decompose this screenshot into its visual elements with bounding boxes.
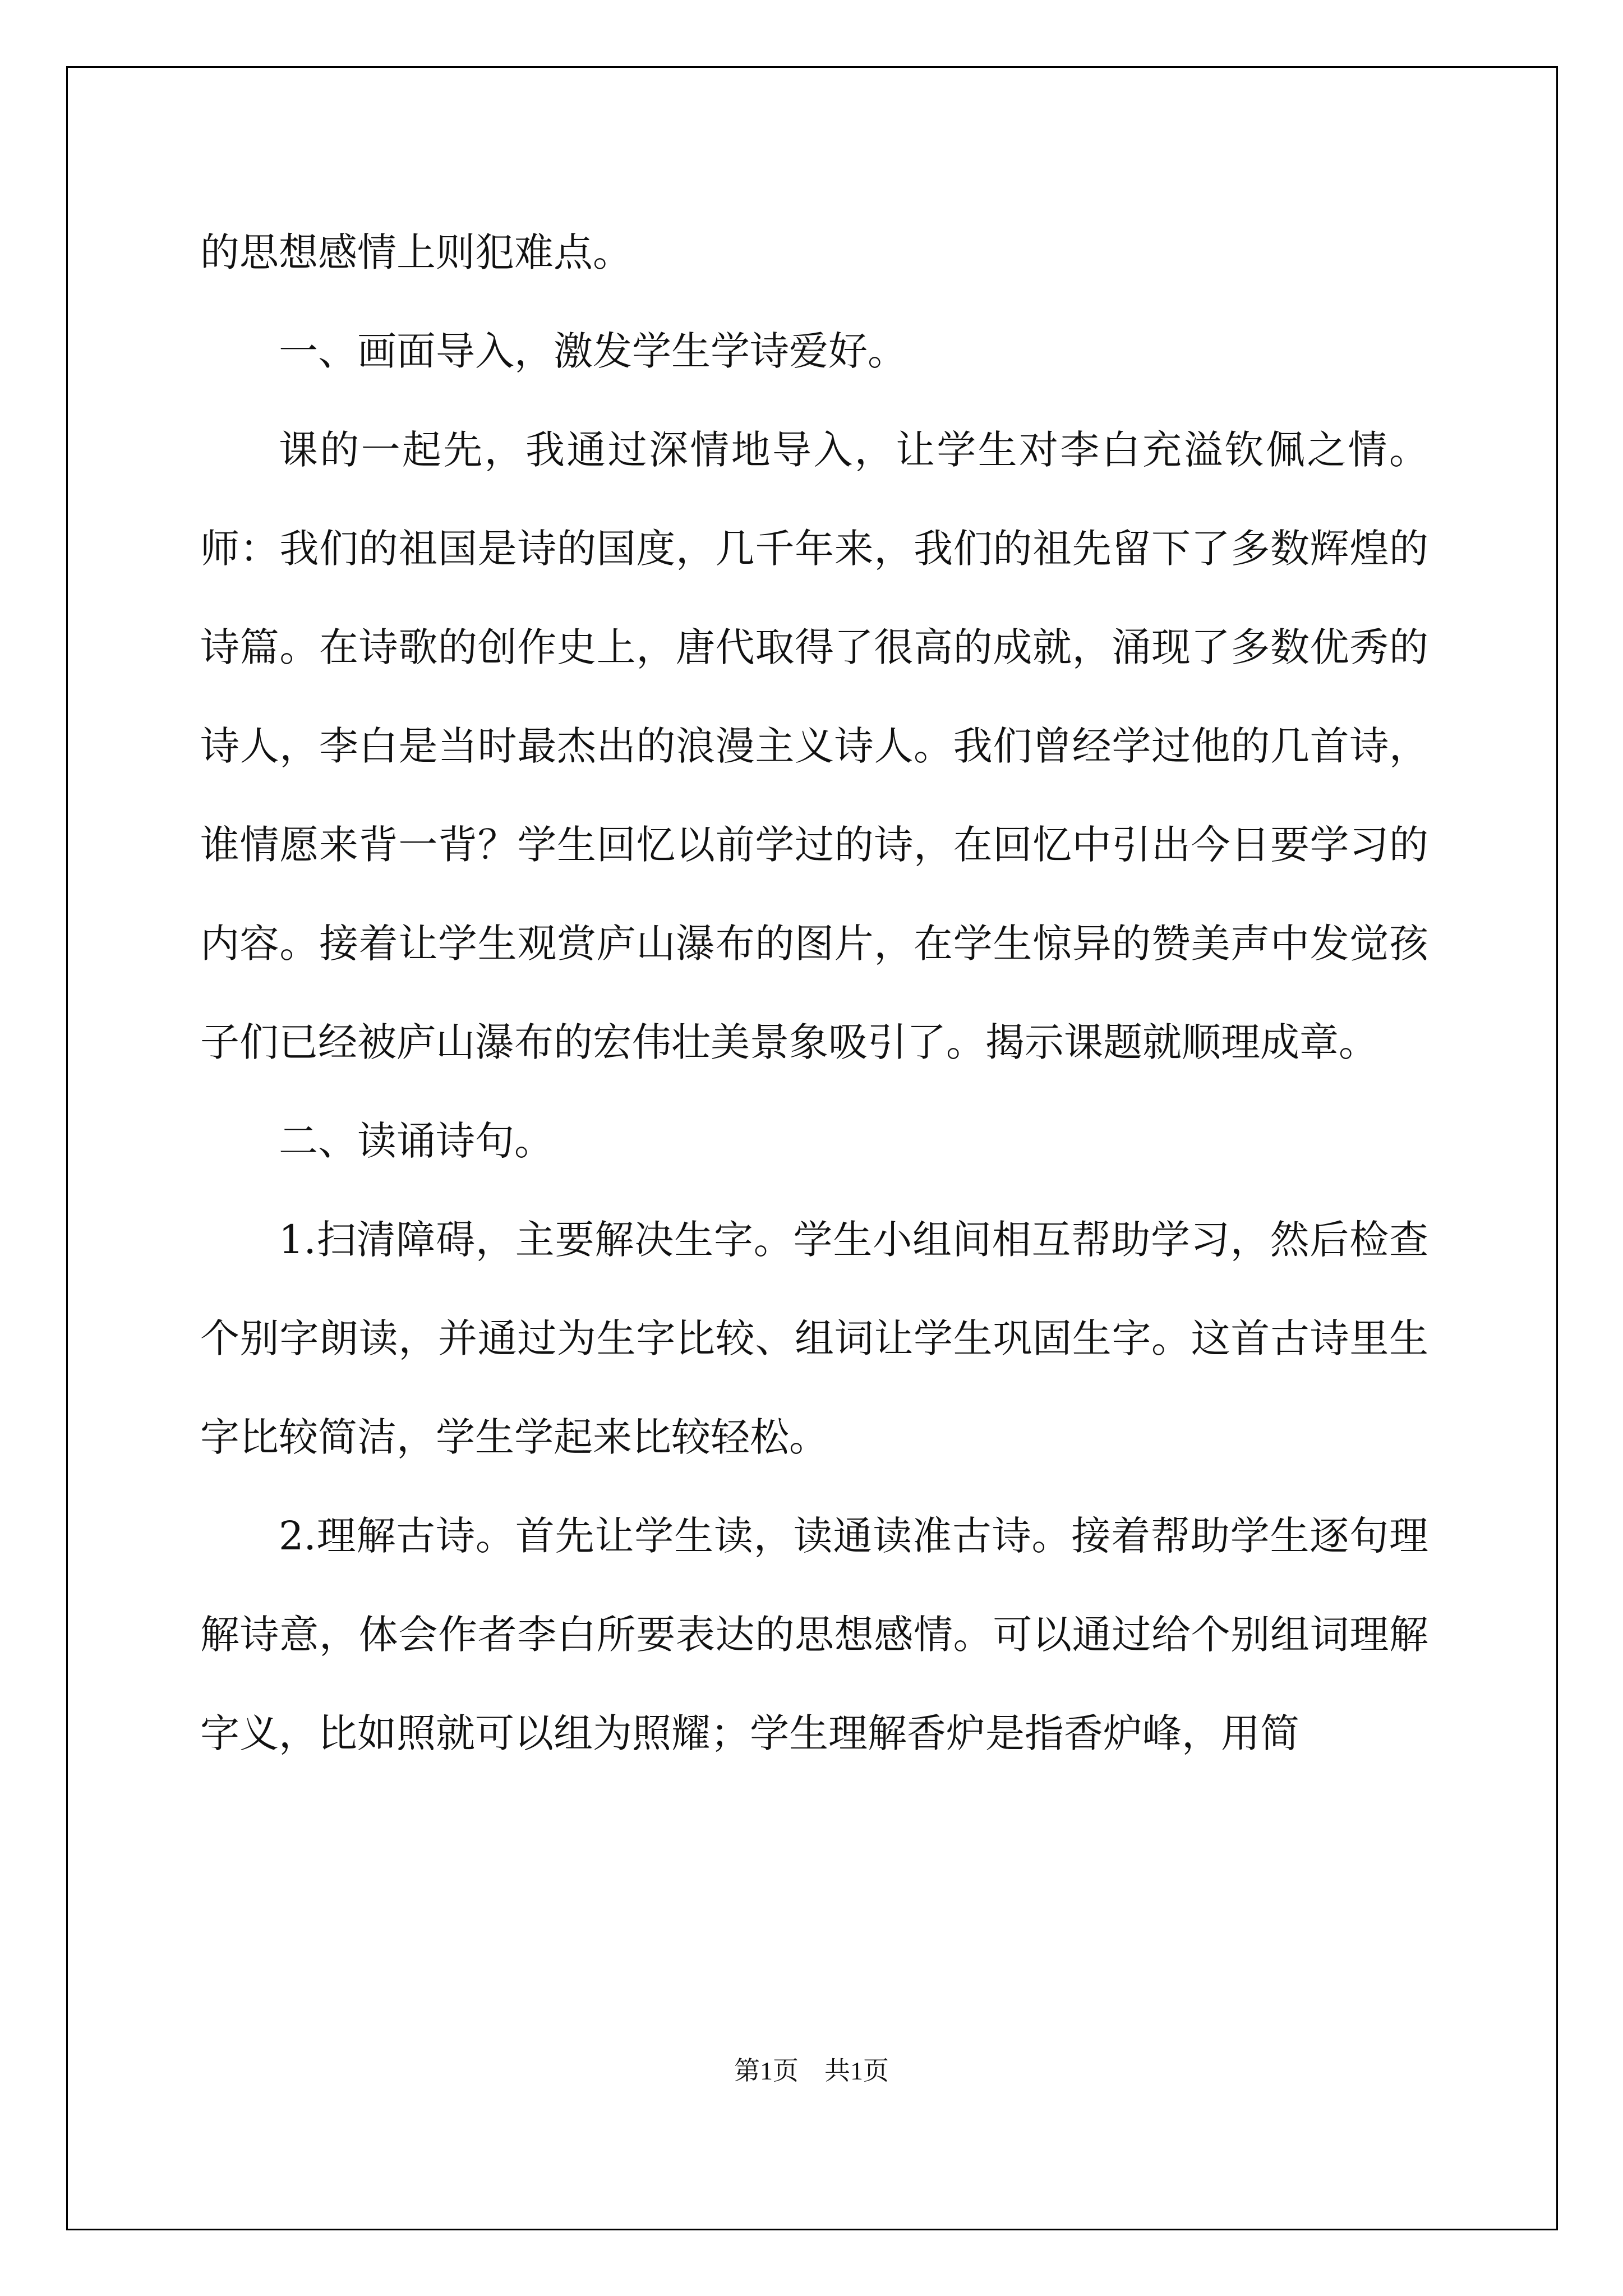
paragraph-intro: 课的一起先，我通过深情地导入，让学生对李白充溢钦佩之情。师：我们的祖国是诗的国度，几千年来，我们的祖先留下了多数辉煌的诗篇。在诗歌的创作史上，唐代取得了很高的成就，涌现了多数优秀的诗人，李白是当时最杰出的浪漫主义诗人。我们曾经学过他的几首诗，谁情愿来背一背？学生回忆以前学过的诗，在回忆中引出今日要学习的内容。接着让学生观赏庐山瀑布的图片，在学生惊异的赞美声中发觉孩子们已经被庐山瀑布的宏伟壮美景象吸引了。揭示课题就顺理成章。 — [200, 427, 1428, 1065]
page-number: 第1页 共1页 — [734, 2056, 889, 2085]
paragraph-step-2: 2.理解古诗。首先让学生读，读通读准古诗。接着帮助学生逐句理解诗意，体会作者李白所要表达的思想感情。可以通过给个别组词理解字义，比如照就可以组为照耀；学生理解香炉是指香炉峰，用简 — [200, 1513, 1428, 1756]
section-heading-1: 一、画面导入，激发学生学诗爱好。 — [279, 328, 907, 374]
document-body — [200, 203, 1428, 1783]
paragraph-step-1: 1.扫清障碍，主要解决生字。学生小组间相互帮助学习，然后检查个别字朗读，并通过为生字比较、组词让学生巩固生字。这首古诗里生字比较简洁，学生学起来比较轻松。 — [200, 1217, 1428, 1460]
section-heading-2: 二、读诵诗句。 — [279, 1118, 554, 1164]
paragraph-continuation: 的思想感情上则犯难点。 — [200, 229, 632, 275]
